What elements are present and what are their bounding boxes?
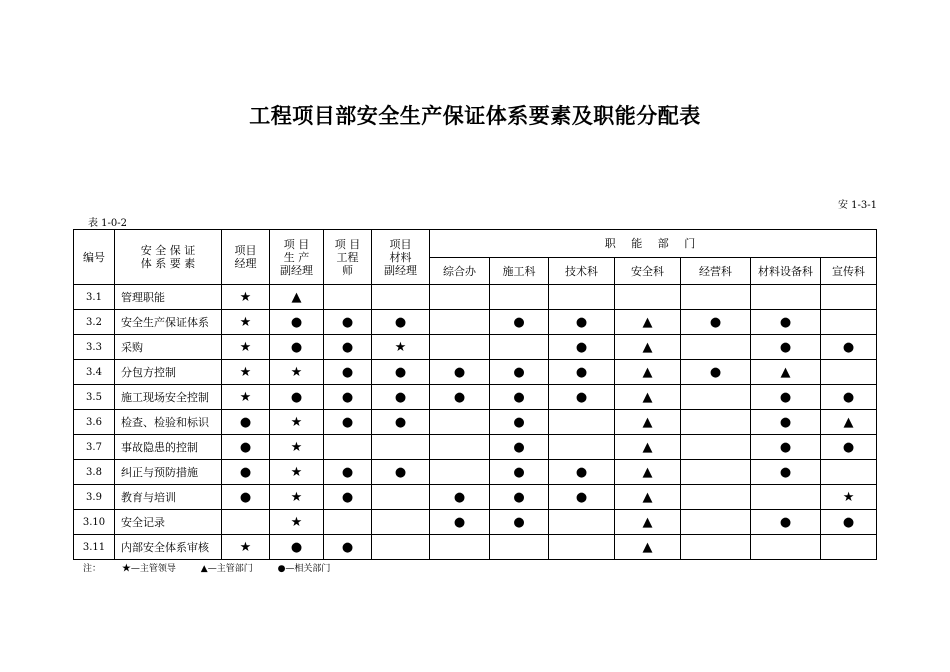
header-pm-line2: 经理: [234, 257, 257, 270]
circle-mark: ●: [751, 410, 821, 435]
empty-cell: [751, 285, 821, 310]
empty-cell: [430, 535, 490, 560]
header-dept: 技术科: [549, 258, 615, 285]
empty-cell: [372, 435, 430, 460]
table-row: [74, 410, 877, 435]
star-mark: ★: [222, 335, 270, 360]
circle-mark: ●: [490, 360, 549, 385]
star-mark: ★: [270, 435, 324, 460]
triangle-mark: ▲: [615, 385, 681, 410]
table-row: [74, 335, 877, 360]
function-allocation-table: [73, 229, 877, 560]
circle-mark: ●: [222, 485, 270, 510]
table-row: [74, 360, 877, 385]
circle-mark: ●: [549, 310, 615, 335]
circle-mark: ●: [324, 385, 372, 410]
row-element: 事故隐患的控制: [115, 435, 222, 460]
header-pm-line1: 项目: [234, 244, 257, 257]
triangle-mark: ▲: [615, 435, 681, 460]
header-dept: 材料设备科: [751, 258, 821, 285]
empty-cell: [821, 535, 877, 560]
header-element-line1: 安 全 保 证: [140, 244, 196, 257]
header-eng-line1: 项 目: [334, 237, 361, 251]
circle-mark: ●: [430, 485, 490, 510]
note-lead: 注：: [83, 564, 102, 574]
header-project-manager: [222, 230, 270, 285]
empty-cell: [430, 410, 490, 435]
row-number: 3.9: [74, 485, 115, 510]
document-code: 安 1-3-1: [837, 200, 877, 211]
header-engineer: [324, 230, 372, 285]
circle-mark: ●: [372, 460, 430, 485]
circle-mark: ●: [821, 510, 877, 535]
triangle-mark: ▲: [615, 535, 681, 560]
empty-cell: [821, 460, 877, 485]
empty-cell: [821, 285, 877, 310]
triangle-mark: ▲: [821, 410, 877, 435]
circle-mark: ●: [372, 310, 430, 335]
header-mat-line2: 材料: [389, 250, 412, 264]
star-mark: ★: [821, 485, 877, 510]
triangle-mark: ▲: [615, 460, 681, 485]
circle-mark: ●: [372, 360, 430, 385]
header-dept: 宣传科: [821, 258, 877, 285]
empty-cell: [372, 510, 430, 535]
star-mark: ★: [270, 410, 324, 435]
header-element-line2: 体 系 要 素: [140, 257, 196, 270]
circle-mark: ●: [821, 435, 877, 460]
empty-cell: [490, 535, 549, 560]
table-label: 表 1-0-2: [88, 218, 128, 229]
circle-mark: ●: [490, 435, 549, 460]
empty-cell: [681, 410, 751, 435]
empty-cell: [681, 285, 751, 310]
circle-mark: ●: [430, 385, 490, 410]
circle-mark: ●: [270, 310, 324, 335]
circle-mark: ●: [549, 360, 615, 385]
empty-cell: [372, 485, 430, 510]
row-element: 分包方控制: [115, 360, 222, 385]
circle-mark: ●: [490, 310, 549, 335]
circle-mark: ●: [751, 335, 821, 360]
row-number: 3.7: [74, 435, 115, 460]
empty-cell: [615, 285, 681, 310]
circle-mark: ●: [324, 310, 372, 335]
header-dept: 经营科: [681, 258, 751, 285]
circle-mark: ●: [549, 485, 615, 510]
triangle-mark: ▲: [615, 335, 681, 360]
circle-mark: ●: [681, 360, 751, 385]
star-mark: ★: [222, 285, 270, 310]
circle-mark: ●: [372, 385, 430, 410]
circle-mark: ●: [490, 460, 549, 485]
table-row: [74, 460, 877, 485]
circle-mark: ●: [324, 460, 372, 485]
table-row: [74, 435, 877, 460]
empty-cell: [549, 285, 615, 310]
empty-cell: [549, 410, 615, 435]
circle-mark: ●: [751, 385, 821, 410]
row-number: 3.3: [74, 335, 115, 360]
header-ppm-line1: 项 目: [283, 237, 310, 251]
circle-mark: ●: [222, 460, 270, 485]
row-number: 3.2: [74, 310, 115, 335]
star-mark: ★: [222, 360, 270, 385]
triangle-mark: ▲: [615, 485, 681, 510]
header-dept-group: 职 能 部 门: [430, 230, 877, 258]
empty-cell: [681, 435, 751, 460]
row-element: 安全生产保证体系: [115, 310, 222, 335]
header-element: [115, 230, 222, 285]
row-element: 教育与培训: [115, 485, 222, 510]
empty-cell: [430, 335, 490, 360]
header-material-deputy: [372, 230, 430, 285]
legend-note: [83, 561, 352, 574]
empty-cell: [681, 335, 751, 360]
empty-cell: [549, 535, 615, 560]
table-row: [74, 535, 877, 560]
empty-cell: [430, 435, 490, 460]
empty-cell: [821, 360, 877, 385]
row-number: 3.4: [74, 360, 115, 385]
table-row: [74, 485, 877, 510]
row-number: 3.5: [74, 385, 115, 410]
empty-cell: [372, 535, 430, 560]
circle-mark: ●: [270, 385, 324, 410]
circle-mark: ●: [372, 410, 430, 435]
empty-cell: [430, 285, 490, 310]
circle-mark: ●: [430, 360, 490, 385]
star-mark: ★: [222, 535, 270, 560]
header-eng-line3: 师: [342, 263, 353, 277]
empty-cell: [751, 535, 821, 560]
note-circle: ●—相关部门: [277, 564, 331, 574]
table-row: [74, 285, 877, 310]
row-element: 纠正与预防措施: [115, 460, 222, 485]
empty-cell: [681, 460, 751, 485]
empty-cell: [681, 485, 751, 510]
star-mark: ★: [270, 510, 324, 535]
empty-cell: [324, 285, 372, 310]
empty-cell: [549, 510, 615, 535]
header-no: 编号: [74, 230, 115, 285]
circle-mark: ●: [751, 510, 821, 535]
empty-cell: [324, 510, 372, 535]
circle-mark: ●: [681, 310, 751, 335]
table-row: [74, 310, 877, 335]
circle-mark: ●: [222, 435, 270, 460]
star-mark: ★: [270, 485, 324, 510]
star-mark: ★: [222, 310, 270, 335]
circle-mark: ●: [324, 410, 372, 435]
header-ppm-line2: 生 产: [283, 250, 310, 264]
triangle-mark: ▲: [270, 285, 324, 310]
circle-mark: ●: [324, 485, 372, 510]
header-dept: 施工科: [490, 258, 549, 285]
row-element: 施工现场安全控制: [115, 385, 222, 410]
empty-cell: [430, 460, 490, 485]
row-number: 3.8: [74, 460, 115, 485]
row-element: 安全记录: [115, 510, 222, 535]
star-mark: ★: [372, 335, 430, 360]
header-eng-line2: 工程: [336, 250, 359, 264]
header-ppm-line3: 副经理: [280, 263, 313, 277]
row-number: 3.11: [74, 535, 115, 560]
triangle-mark: ▲: [615, 510, 681, 535]
circle-mark: ●: [270, 535, 324, 560]
circle-mark: ●: [549, 460, 615, 485]
circle-mark: ●: [270, 335, 324, 360]
circle-mark: ●: [751, 310, 821, 335]
note-triangle: ▲—主管部门: [200, 564, 253, 574]
row-element: 检查、检验和标识: [115, 410, 222, 435]
row-element: 管理职能: [115, 285, 222, 310]
empty-cell: [490, 285, 549, 310]
circle-mark: ●: [324, 535, 372, 560]
empty-cell: [372, 285, 430, 310]
circle-mark: ●: [751, 460, 821, 485]
table-row: [74, 510, 877, 535]
header-dept: 综合办: [430, 258, 490, 285]
circle-mark: ●: [430, 510, 490, 535]
circle-mark: ●: [490, 485, 549, 510]
header-dept: 安全科: [615, 258, 681, 285]
circle-mark: ●: [821, 335, 877, 360]
circle-mark: ●: [490, 510, 549, 535]
circle-mark: ●: [490, 385, 549, 410]
header-mat-line1: 项目: [389, 237, 412, 251]
row-element: 采购: [115, 335, 222, 360]
row-number: 3.10: [74, 510, 115, 535]
star-mark: ★: [270, 460, 324, 485]
row-number: 3.6: [74, 410, 115, 435]
empty-cell: [324, 435, 372, 460]
empty-cell: [751, 485, 821, 510]
star-mark: ★: [222, 385, 270, 410]
triangle-mark: ▲: [615, 310, 681, 335]
header-production-deputy: [270, 230, 324, 285]
triangle-mark: ▲: [615, 410, 681, 435]
empty-cell: [821, 310, 877, 335]
star-mark: ★: [270, 360, 324, 385]
empty-cell: [549, 435, 615, 460]
triangle-mark: ▲: [615, 360, 681, 385]
circle-mark: ●: [549, 385, 615, 410]
circle-mark: ●: [751, 435, 821, 460]
circle-mark: ●: [324, 335, 372, 360]
empty-cell: [681, 510, 751, 535]
page-title: 工程项目部安全生产保证体系要素及职能分配表: [249, 104, 701, 128]
note-star: ★—主管领导: [121, 564, 176, 574]
header-mat-line3: 副经理: [384, 263, 417, 277]
triangle-mark: ▲: [751, 360, 821, 385]
row-number: 3.1: [74, 285, 115, 310]
header-row: [74, 230, 877, 258]
circle-mark: ●: [821, 385, 877, 410]
circle-mark: ●: [549, 335, 615, 360]
table-row: [74, 385, 877, 410]
empty-cell: [430, 310, 490, 335]
empty-cell: [490, 335, 549, 360]
empty-cell: [681, 535, 751, 560]
circle-mark: ●: [490, 410, 549, 435]
table-body: [74, 230, 877, 560]
empty-cell: [222, 510, 270, 535]
circle-mark: ●: [222, 410, 270, 435]
row-element: 内部安全体系审核: [115, 535, 222, 560]
circle-mark: ●: [324, 360, 372, 385]
empty-cell: [681, 385, 751, 410]
